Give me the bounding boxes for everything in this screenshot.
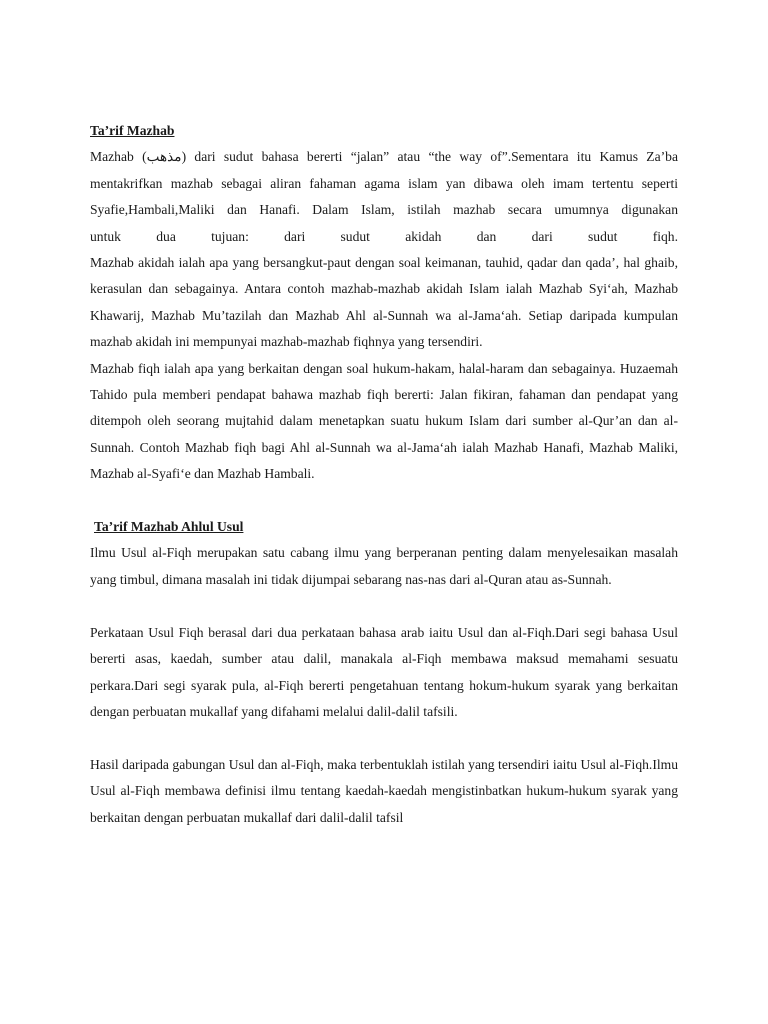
spacer xyxy=(90,725,678,751)
section1-paragraph3: Mazhab fiqh ialah apa yang berkaitan dengan soal hukum-hakam, halal-haram dan sebagainya. Huzaemah Tahido pula memberi pendapat bahawa mazhab fiqh bererti: Jalan fikiran, fahaman dan pendapat yang ditempoh oleh seorang mujtahid dalam menetapkan suatu hukum Islam dari sumber al-Qur’an dan al-Sunnah. Contoh Mazhab fiqh bagi Ahl al-Sunnah wa al-Jama‘ah ialah Mazhab Hanafi, Mazhab Maliki, Mazhab al-Syafi‘e dan Mazhab Hambali. xyxy=(90,360,678,482)
section1-paragraph1 xyxy=(90,144,678,250)
spacer xyxy=(90,593,678,619)
document-page xyxy=(90,118,678,831)
spacer xyxy=(90,488,678,514)
section-heading-tarif-mazhab-ahlul-usul: Ta’rif Mazhab Ahlul Usul xyxy=(94,519,244,535)
section1-line: Syafie,Hambali,Maliki dan Hanafi. Dalam Islam, istilah mazhab secara umumnya digunakan xyxy=(90,202,678,218)
section2-paragraph2: Perkataan Usul Fiqh berasal dari dua perkataan bahasa arab iaitu Usul dan al-Fiqh.Dari segi bahasa Usul bererti asas, kaedah, sumber atau dalil, manakala al-Fiqh membawa maksud memahami sesuatu perkara.Dari segi syarak pula, al-Fiqh bererti pengetahuan tentang hokum-hukum syarak yang berkaitan dengan perbuatan mukallaf yang difahami melalui dalil-dalil tafsili. xyxy=(90,624,678,719)
section2-paragraph3: Hasil daripada gabungan Usul dan al-Fiqh, maka terbentuklah istilah yang tersendiri iaitu Usul al-Fiqh.Ilmu Usul al-Fiqh membawa definisi ilmu tentang kaedah-kaedah mengistinbatkan hukum-hukum syarak yang berkaitan dengan perbuatan mukallaf dari dalil-dalil tafsil xyxy=(90,756,678,825)
section-heading-tarif-mazhab: Ta’rif Mazhab xyxy=(90,123,175,138)
section1-line: mentakrifkan mazhab sebagai aliran fahaman agama islam yan dibawa oleh imam tertentu seperti xyxy=(90,175,678,191)
section1-paragraph2: Mazhab akidah ialah apa yang bersangkut-paut dengan soal keimanan, tauhid, qadar dan qada’, hal ghaib, kerasulan dan sebagainya. Antara contoh mazhab-mazhab akidah Islam ialah Mazhab Syi‘ah, Mazhab Khawarij, Mazhab Mu’tazilah dan Mazhab Ahl al-Sunnah wa al-Jama‘ah. Setiap daripada kumpulan mazhab akidah ini mempunyai mazhab-mazhab fiqhnya yang tersendiri. xyxy=(90,255,678,350)
section1-line: Mazhab (مذهب) dari sudut bahasa bererti “jalan” atau “the way of”.Sementara itu Kamus Za’ba xyxy=(90,149,678,165)
section1-line: untuk dua tujuan: dari sudut akidah dan dari sudut fiqh. xyxy=(90,228,678,244)
section2-paragraph1: Ilmu Usul al-Fiqh merupakan satu cabang ilmu yang berperanan penting dalam menyelesaikan masalah yang timbul, dimana masalah ini tidak dijumpai sebarang nas-nas dari al-Quran atau as-Sunnah. xyxy=(90,545,678,587)
